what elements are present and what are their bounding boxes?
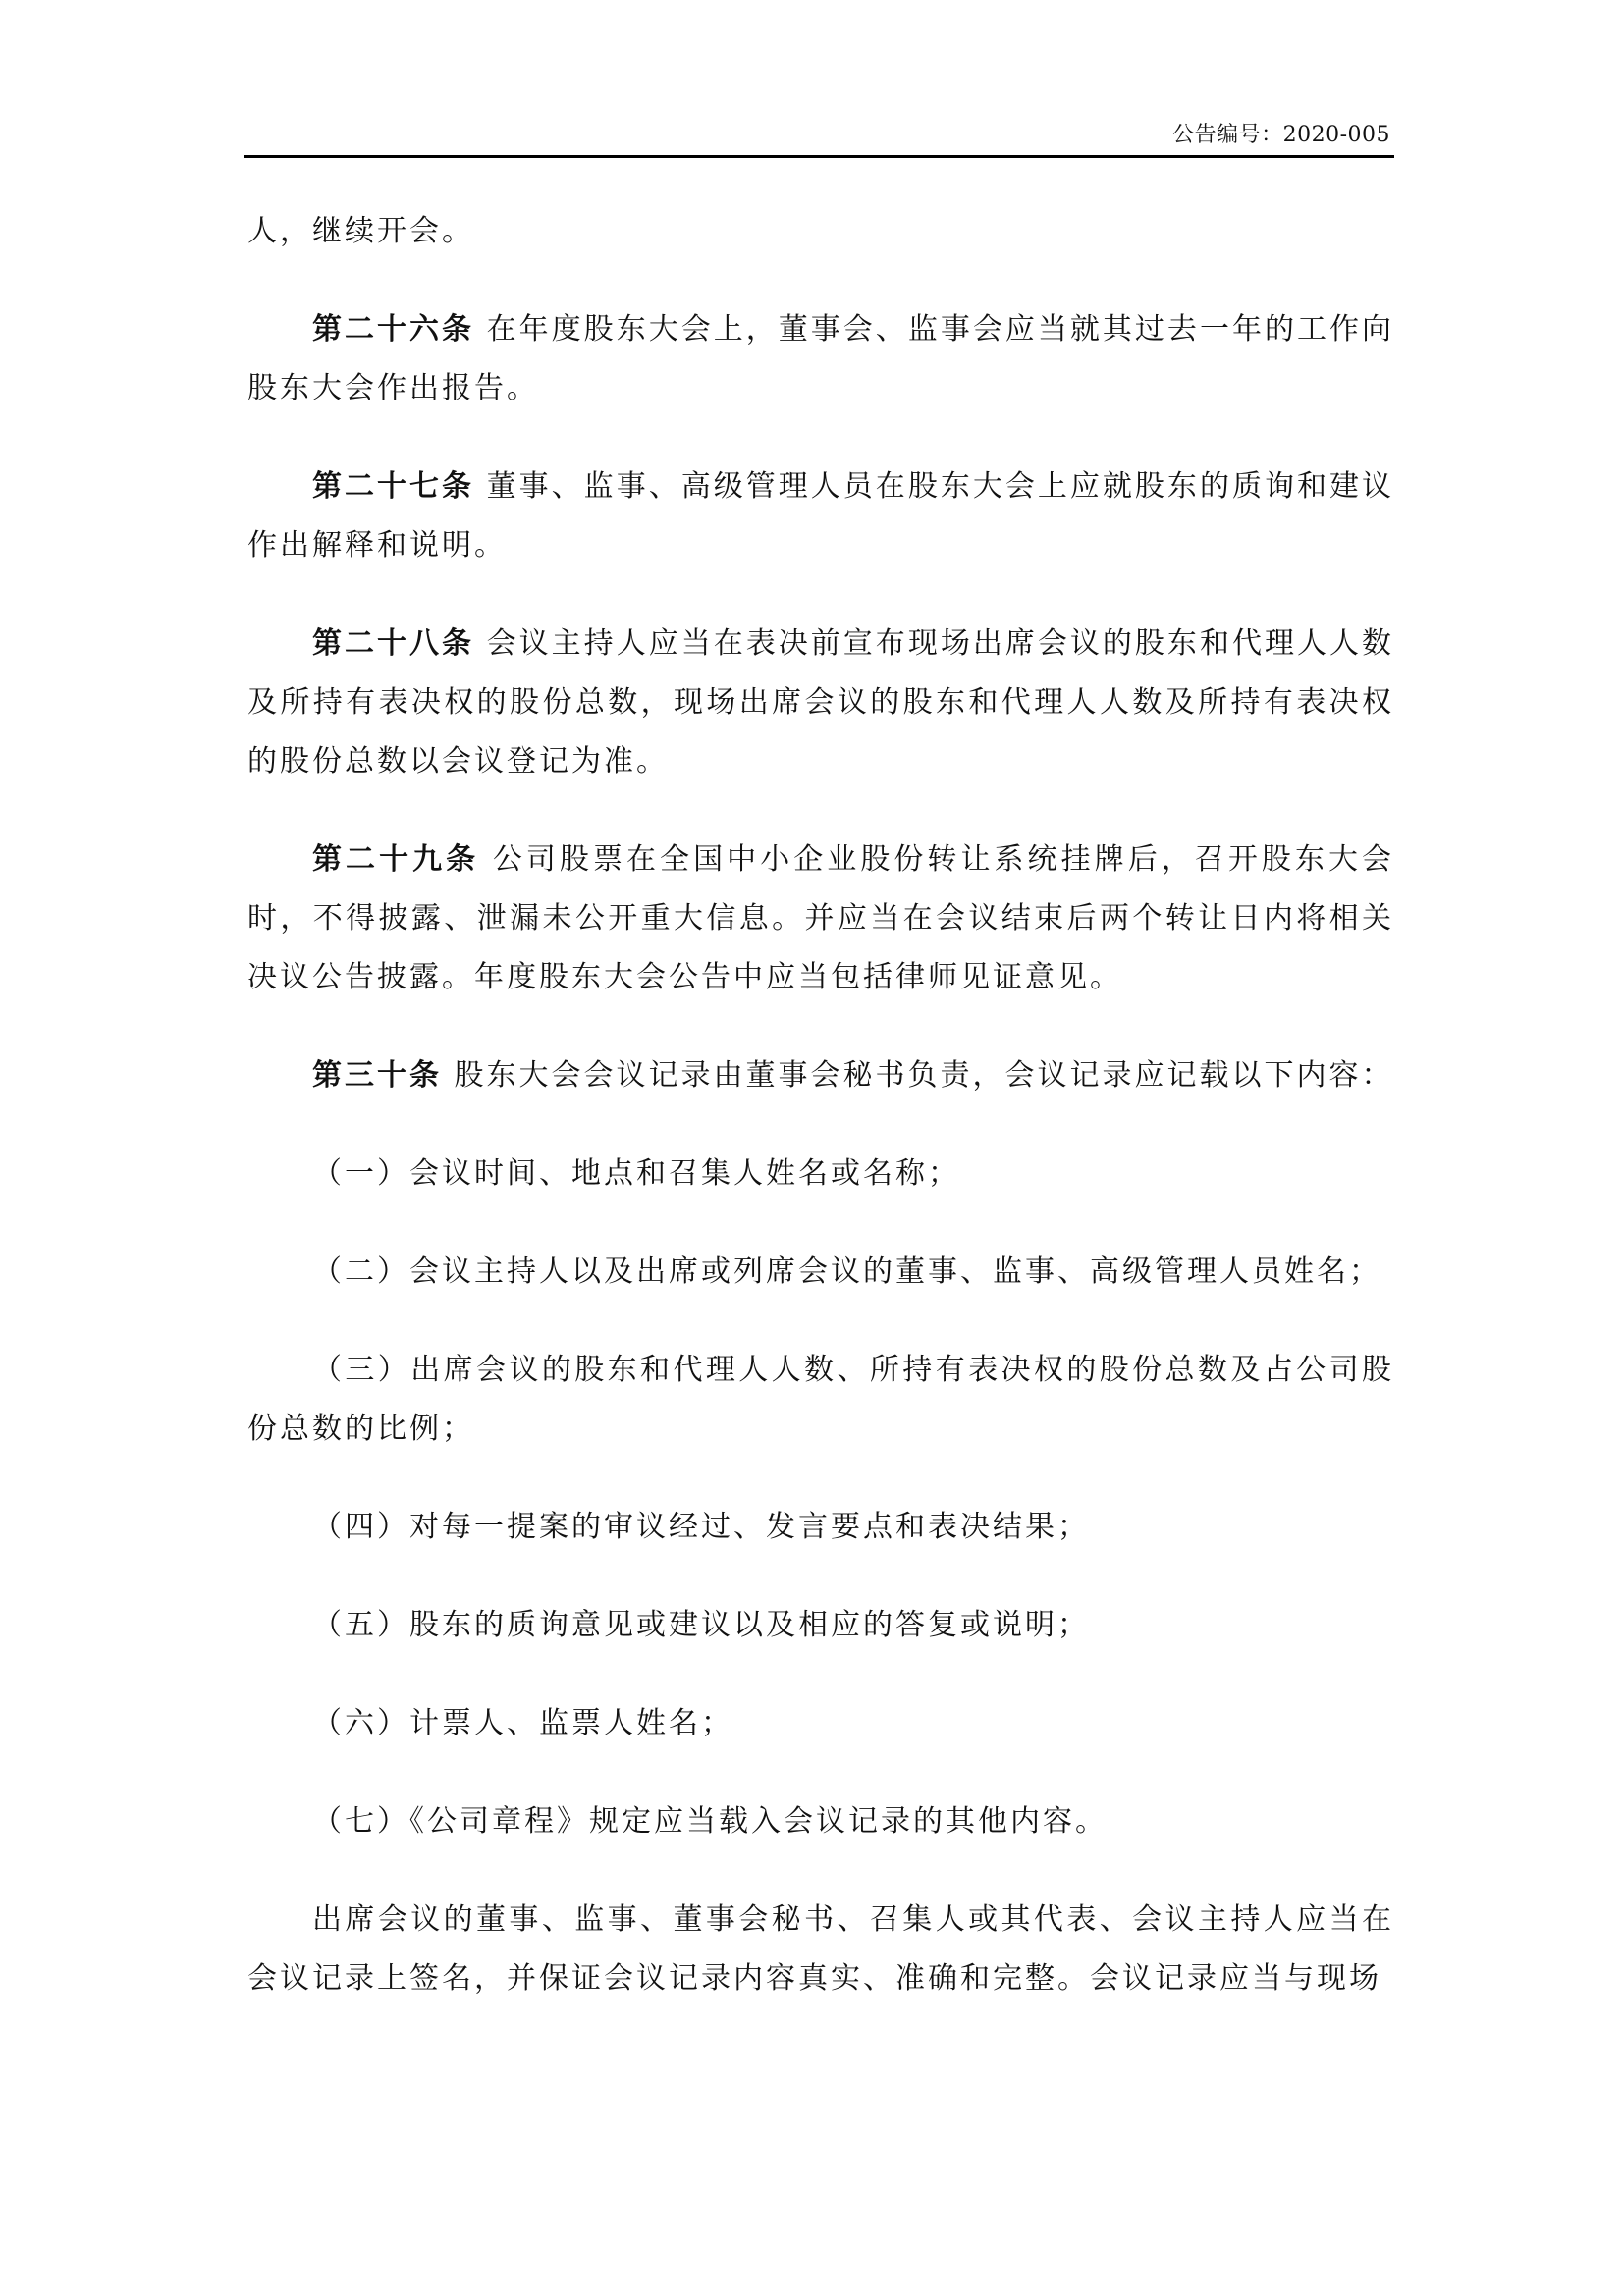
list-item: （四）对每一提案的审议经过、发言要点和表决结果； — [312, 1510, 1090, 1544]
article-29 — [247, 830, 1394, 1007]
list-item: （五）股东的质询意见或建议以及相应的答复或说明； — [312, 1608, 1090, 1642]
list-item: （六）计票人、监票人姓名； — [312, 1706, 733, 1740]
list-item: （一）会议时间、地点和召集人姓名或名称； — [312, 1156, 960, 1191]
document-body — [247, 202, 1394, 2048]
article-27 — [247, 457, 1394, 575]
article-26 — [247, 300, 1394, 418]
article-29-label: 第二十九条 — [312, 842, 480, 877]
article-28-label: 第二十八条 — [312, 626, 475, 661]
article-26-text: 在年度股东大会上，董事会、监事会应当就其过去一年的工作向股东大会作出报告。 — [247, 312, 1395, 405]
closing-paragraph: 出席会议的董事、监事、董事会秘书、召集人或其代表、会议主持人应当在会议记录上签名，并保证会议记录内容真实、准确和完整。会议记录应当与现场 — [247, 1902, 1394, 1996]
article-28 — [247, 614, 1394, 791]
page-header — [244, 112, 1394, 158]
article-29-text: 公司股票在全国中小企业股份转让系统挂牌后，召开股东大会时，不得披露、泄漏未公开重大信息。并应当在会议结束后两个转让日内将相关决议公告披露。年度股东大会公告中应当包括律师见证意见。 — [247, 842, 1395, 994]
list-item: （三）出席会议的股东和代理人人数、所持有表决权的股份总数及占公司股份总数的比例； — [247, 1353, 1394, 1446]
list-item: （七）《公司章程》规定应当载入会议记录的其他内容。 — [312, 1804, 1108, 1839]
announcement-number: 公告编号：2020-005 — [1172, 123, 1390, 147]
continuation-paragraph: 人，继续开会。 — [247, 214, 474, 248]
article-27-label: 第二十七条 — [312, 469, 475, 504]
article-26-label: 第二十六条 — [312, 312, 475, 347]
list-item: （二）会议主持人以及出席或列席会议的董事、监事、高级管理人员姓名； — [312, 1255, 1381, 1289]
article-30 — [247, 1046, 1394, 1105]
article-30-text: 股东大会会议记录由董事会秘书负责，会议记录应记载以下内容： — [454, 1058, 1394, 1093]
article-30-label: 第三十条 — [312, 1058, 442, 1093]
article-27-text: 董事、监事、高级管理人员在股东大会上应就股东的质询和建议作出解释和说明。 — [247, 469, 1395, 562]
article-28-text: 会议主持人应当在表决前宣布现场出席会议的股东和代理人人数及所持有表决权的股份总数，现场出席会议的股东和代理人人数及所持有表决权的股份总数以会议登记为准。 — [247, 626, 1395, 778]
